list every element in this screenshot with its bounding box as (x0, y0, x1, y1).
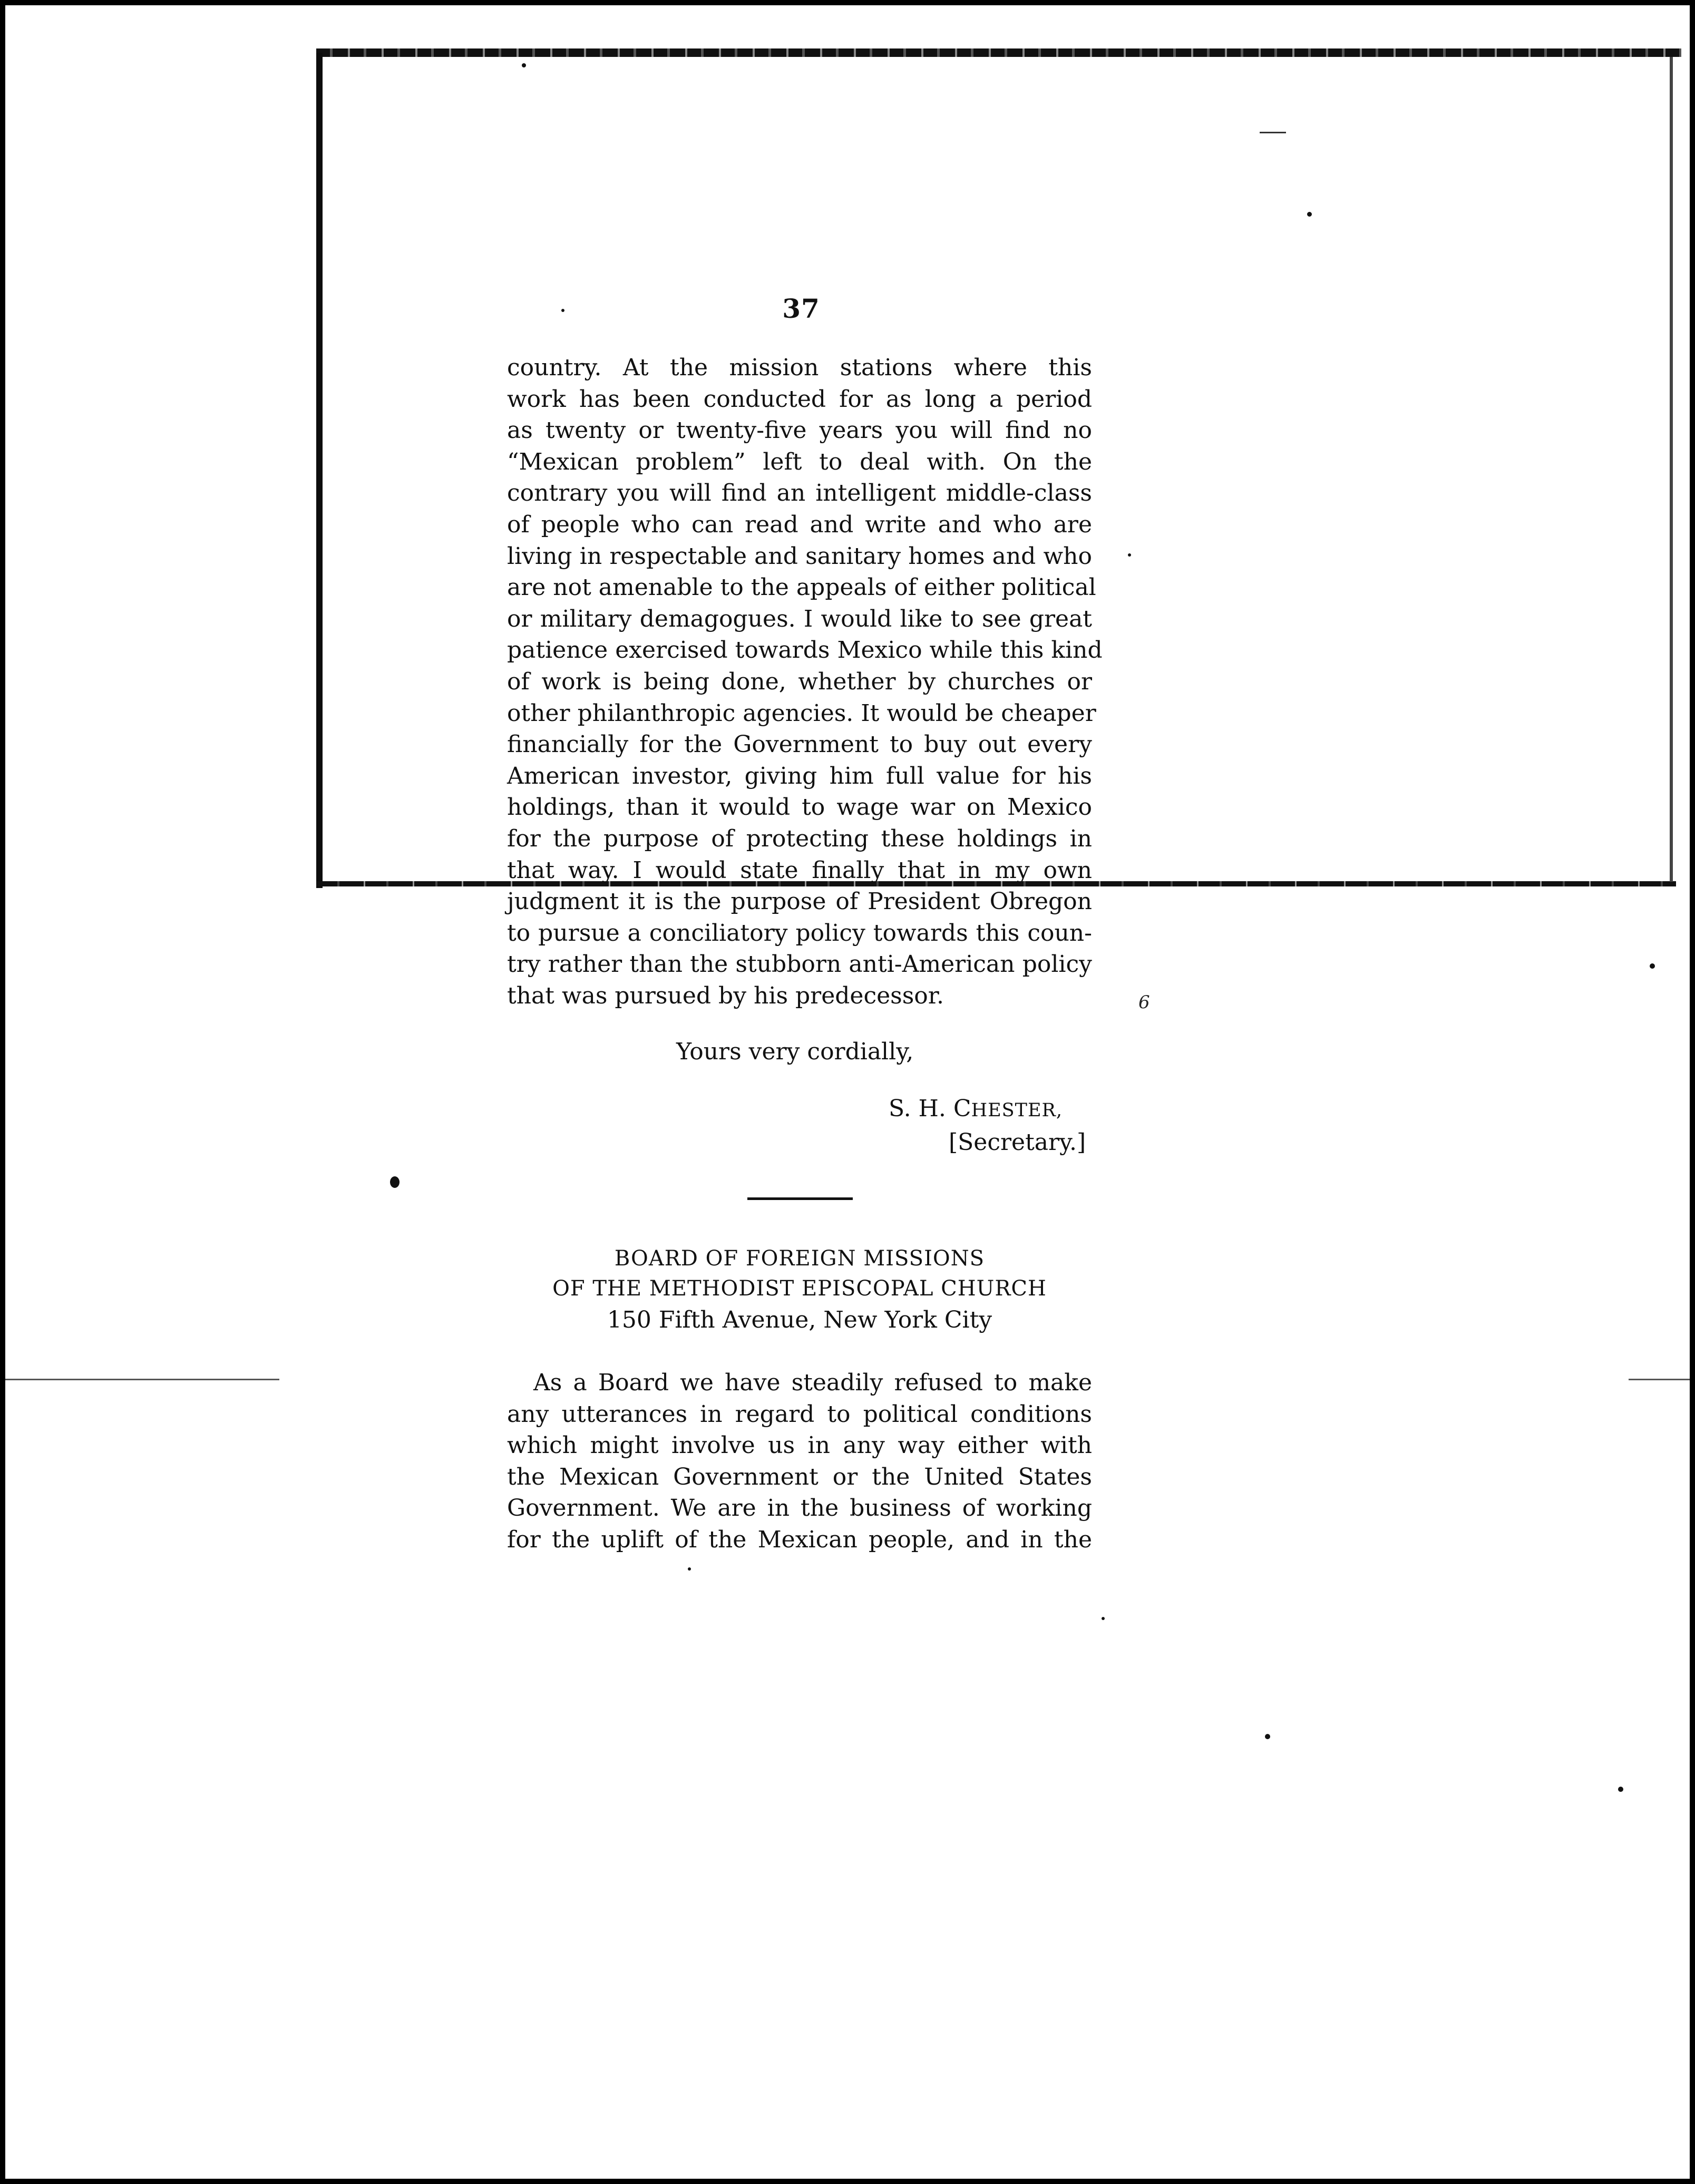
text-line: to pursue a conciliatory policy towards this coun- (507, 919, 1092, 947)
text-line: other philanthropic agencies. It would be cheaper (507, 699, 1096, 727)
scan-speck (561, 309, 564, 312)
scan-speck (1618, 1787, 1623, 1792)
text-line: Government. We are in the business of working (507, 1495, 1092, 1522)
letter-body-paragraph (507, 352, 1103, 1011)
text-line: that was pursued by his predecessor. (507, 982, 944, 1009)
scan-speck (1102, 1617, 1105, 1620)
text-line: contrary you will find an intelligent middle-class (507, 480, 1092, 507)
text-line: which might involve us in any way either with (507, 1432, 1092, 1459)
text-line: patience exercised towards Mexico while this kind (507, 637, 1103, 664)
text-line: As a Board we have steadily refused to make (533, 1369, 1092, 1396)
page-edge-top (316, 48, 1681, 57)
margin-mark: 6 (1138, 992, 1150, 1013)
text-line: for the purpose of protecting these holdings in (507, 825, 1092, 852)
scan-line (5, 1379, 279, 1380)
text-line: American investor, giving him full value for his (507, 762, 1092, 789)
text-line: judgment it is the purpose of President Obregon (507, 888, 1092, 915)
text-line: living in respectable and sanitary homes and who (507, 542, 1092, 570)
page-edge-right (1670, 57, 1673, 882)
text-line: any utterances in regard to political conditions (507, 1400, 1092, 1428)
section-heading-board: BOARD OF FOREIGN MISSIONS (614, 1246, 985, 1271)
text-line: of people who can read and write and who are (507, 511, 1092, 538)
section-divider (747, 1197, 853, 1200)
signature-surname: HESTER, (971, 1100, 1063, 1121)
letter-closing: Yours very cordially, (676, 1038, 914, 1065)
scan-speck (1307, 212, 1312, 217)
signature-name (889, 1095, 1063, 1122)
scan-speck (1265, 1734, 1270, 1739)
text-line: country. At the mission stations where this (507, 354, 1092, 381)
text-line: work has been conducted for as long a period (507, 385, 1092, 413)
text-line: holdings, than it would to wage war on Mexico (507, 794, 1092, 821)
scan-line (1629, 1379, 1690, 1380)
section-heading-address: 150 Fifth Avenue, New York City (607, 1306, 992, 1333)
scan-speck (688, 1567, 691, 1571)
scan-speck (522, 63, 526, 67)
text-line: or military demagogues. I would like to see great (507, 605, 1092, 632)
text-line: “Mexican problem” left to deal with. On the (507, 448, 1092, 475)
text-line: for the uplift of the Mexican people, and in the (507, 1526, 1092, 1553)
text-line: of work is being done, whether by churches or (507, 668, 1092, 695)
text-line: try rather than the stubborn anti-American policy (507, 951, 1092, 978)
text-line: the Mexican Government or the United States (507, 1463, 1092, 1490)
page-edge-left (316, 53, 323, 888)
signature-title: [Secretary.] (949, 1129, 1086, 1156)
scan-speck (1650, 963, 1655, 969)
signature-initials: S. H. C (889, 1095, 971, 1122)
page-number: 37 (782, 293, 820, 324)
section-heading-church: OF THE METHODIST EPISCOPAL CHURCH (552, 1276, 1047, 1301)
scan-line (1260, 132, 1286, 133)
second-letter-paragraph (507, 1367, 1092, 1556)
text-line: are not amenable to the appeals of either political (507, 574, 1096, 601)
scan-speck (1128, 553, 1131, 557)
text-line: as twenty or twenty-five years you will find no (507, 417, 1092, 444)
text-line: financially for the Government to buy out every (507, 731, 1092, 758)
text-line: that way. I would state finally that in my own (507, 856, 1092, 884)
scan-speck (390, 1176, 400, 1188)
